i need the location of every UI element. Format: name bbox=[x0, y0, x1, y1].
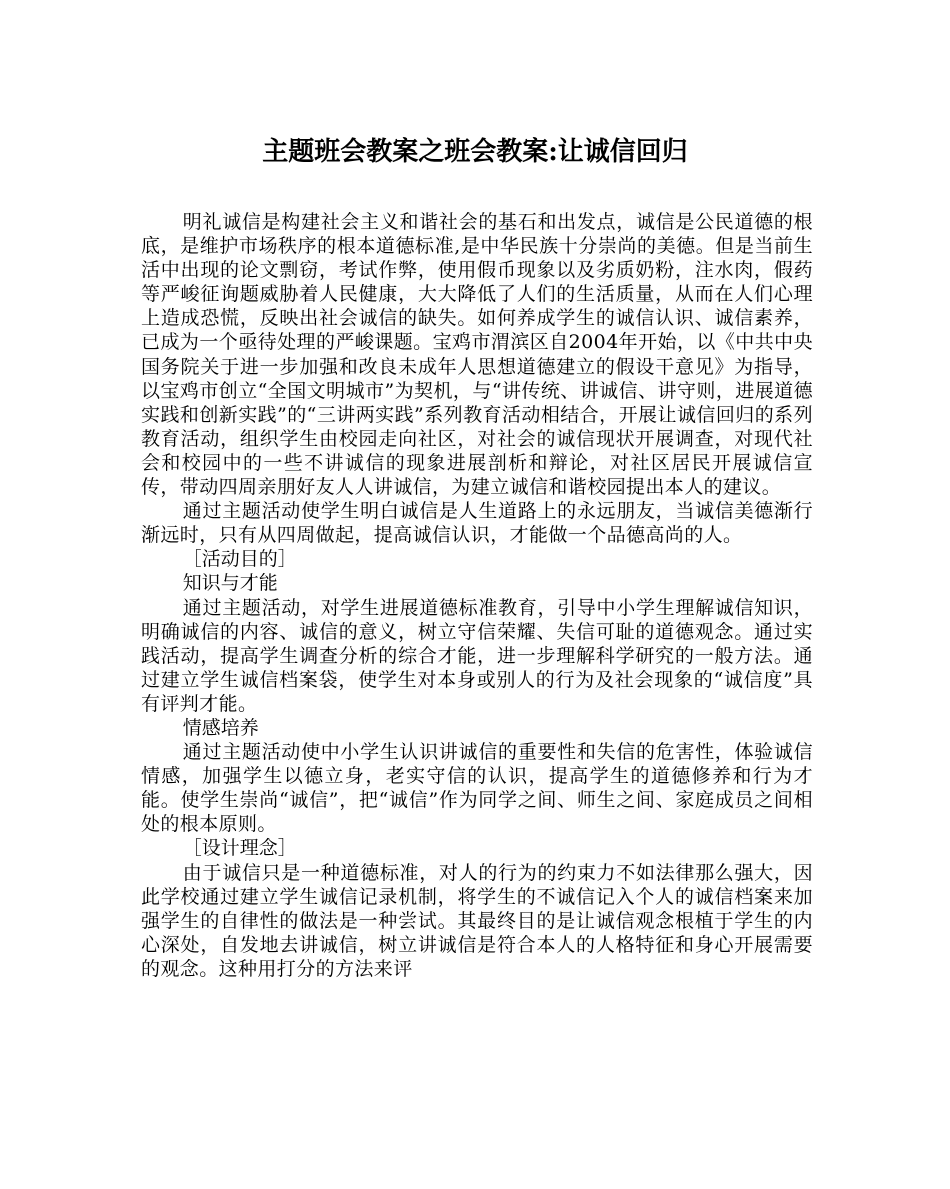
subheading-emotion: 情感培养 bbox=[182, 716, 259, 739]
section-heading-design-concept: ［设计理念］ bbox=[182, 837, 297, 860]
section-heading-activity-goal: ［活动目的］ bbox=[182, 548, 297, 571]
paragraph-intro: 明礼诚信是构建社会主义和谐社会的基石和出发点，诚信是公民道德的根底，是维护市场秩序的根本道德标准,是中华民族十分崇尚的美德。但是当前生活中出现的论文剽窃，考试作弊，使用假币现象以及劣质奶粉，注水肉，假药等严峻征询题威胁着人民健康，大大降低了人们的生活质量，从而在人们心理上造成恐慌，反映出社会诚信的缺失。如何养成学生的诚信认识、诚信素养，已成为一个亟待处理的严峻课题。宝鸡市渭滨区自2004年开始，以《中共中央国务院关于进一步加强和改良未成年人思想道德建立的假设干意见》为指导，以宝鸡市创立“全国文明城市”为契机，与“讲传统、讲诚信、讲守则，进展道德实践和创新实践”的“三讲两实践”系列教育活动相结合，开展让诚信回归的系列教育活动，组织学生由校园走向社区，对社会的诚信现状开展调查，对现代社会和校园中的一些不讲诚信的现象进展剖析和辩论，对社区居民开展诚信宣传，带动四周亲朋好友人人讲诚信，为建立诚信和谐校园提出本人的建议。 bbox=[141, 211, 813, 499]
paragraph-design-concept: 由于诚信只是一种道德标准，对人的行为的约束力不如法律那么强大，因此学校通过建立学生诚信记录机制，将学生的不诚信记入个人的诚信档案来加强学生的自律性的做法是一种尝试。其最终目的是让诚信观念根植于学生的内心深处，自发地去讲诚信，树立讲诚信是符合本人的人格特征和身心开展需要的观念。这种用打分的方法来评 bbox=[141, 861, 813, 980]
document-body bbox=[141, 210, 813, 981]
paragraph-emotion: 通过主题活动使中小学生认识讲诚信的重要性和失信的危害性，体验诚信情感，加强学生以德立身，老实守信的认识，提高学生的道德修养和行为才能。使学生崇尚“诚信”，把“诚信”作为同学之间、师生之间、家庭成员之间相处的根本原则。 bbox=[141, 741, 813, 836]
paragraph-knowledge-ability: 通过主题活动，对学生进展道德标准教育，引导中小学生理解诚信知识，明确诚信的内容、诚信的意义，树立守信荣耀、失信可耻的道德观念。通过实践活动，提高学生调查分析的综合才能，进一步理解科学研究的一般方法。通过建立学生诚信档案袋，使学生对本身或别人的行为及社会现象的“诚信度”具有评判才能。 bbox=[141, 596, 813, 715]
subheading-knowledge-ability: 知识与才能 bbox=[182, 572, 278, 595]
paragraph-purpose: 通过主题活动使学生明白诚信是人生道路上的永远朋友，当诚信美德渐行渐远时，只有从四周做起，提高诚信认识，才能做一个品德高尚的人。 bbox=[141, 500, 813, 547]
document-title: 主题班会教案之班会教案:让诚信回归 bbox=[262, 137, 688, 167]
